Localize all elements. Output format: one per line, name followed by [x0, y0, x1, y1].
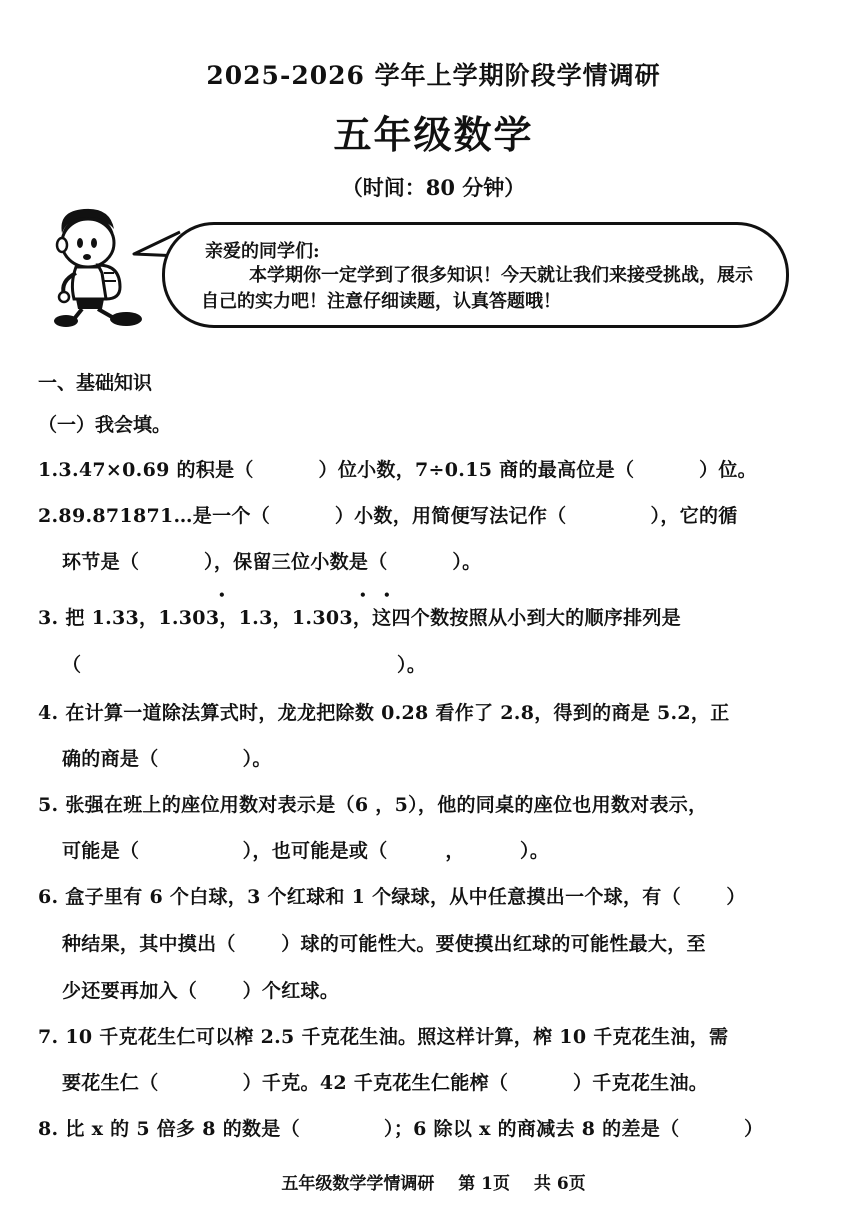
recurring-dot-mark: • [359, 588, 367, 602]
question-6-line-2: 种结果，其中摸出（ ）球的可能性大。要使摸出红球的可能性最大，至 [62, 933, 706, 955]
question-2-line-1: 2.89.871871…是一个（ ）小数，用简便写法记作（ ），它的循 [38, 505, 738, 527]
question-2-line-2: 环节是（ ），保留三位小数是（ ）。 [62, 551, 482, 573]
subsection-heading: （一）我会填。 [38, 414, 172, 436]
exam-title: 2025-2026 学年上学期阶段学情调研 [206, 61, 661, 90]
question-6-line-3: 少还要再加入（ ）个红球。 [62, 980, 340, 1002]
question-7-line-2: 要花生仁（ ）千克。42 千克花生仁能榨（ ）千克花生油。 [62, 1072, 709, 1094]
question-7-line-1: 7. 10 千克花生仁可以榨 2.5 千克花生油。照这样计算，榨 10 千克花生油，需 [38, 1026, 729, 1048]
time-note: （时间：80 分钟） [341, 175, 526, 200]
footer-page-number: 第 1页 [458, 1174, 510, 1194]
question-3-line-1: 3. 把 1.33，1.303，1.3，1.303，这四个数按照从小到大的顺序排列是 [38, 607, 681, 629]
footer-doc-name: 五年级数学学情调研 [281, 1174, 435, 1194]
section-heading: 一、基础知识 [38, 372, 153, 394]
question-4-line-2: 确的商是（ ）。 [62, 748, 272, 770]
question-8-line-1: 8. 比 x 的 5 倍多 8 的数是（ ）；6 除以 x 的商减去 8 的差是（ ） [38, 1118, 764, 1140]
subject-title: 五年级数学 [333, 112, 534, 157]
bubble-greeting: 亲爱的同学们: [205, 241, 320, 262]
question-3-line-2: （ ）。 [62, 654, 427, 676]
recurring-dot-mark: • [218, 588, 226, 602]
question-6-line-1: 6. 盒子里有 6 个白球，3 个红球和 1 个绿球，从中任意摸出一个球，有（ ） [38, 886, 746, 908]
question-4-line-1: 4. 在计算一道除法算式时，龙龙把除数 0.28 看作了 2.8，得到的商是 5.2，正 [38, 702, 730, 724]
footer-total-pages: 共 6页 [533, 1174, 586, 1194]
question-5-line-2: 可能是（ ），也可能是或（ ， ）。 [62, 840, 550, 862]
speech-bubble [162, 222, 789, 328]
question-1-line-1: 1.3.47×0.69 的积是（ ）位小数，7÷0.15 商的最高位是（ ）位。 [38, 459, 757, 481]
question-5-line-1: 5. 张强在班上的座位用数对表示是（6 ，5），他的同桌的座位也用数对表示， [38, 794, 708, 816]
recurring-dot-mark: • [383, 588, 391, 602]
bubble-message: 本学期你一定学到了很多知识！今天就让我们来接受挑战，展示自己的实力吧！注意仔细读题，认真答题哦！ [201, 265, 753, 312]
page-footer [0, 1169, 867, 1194]
